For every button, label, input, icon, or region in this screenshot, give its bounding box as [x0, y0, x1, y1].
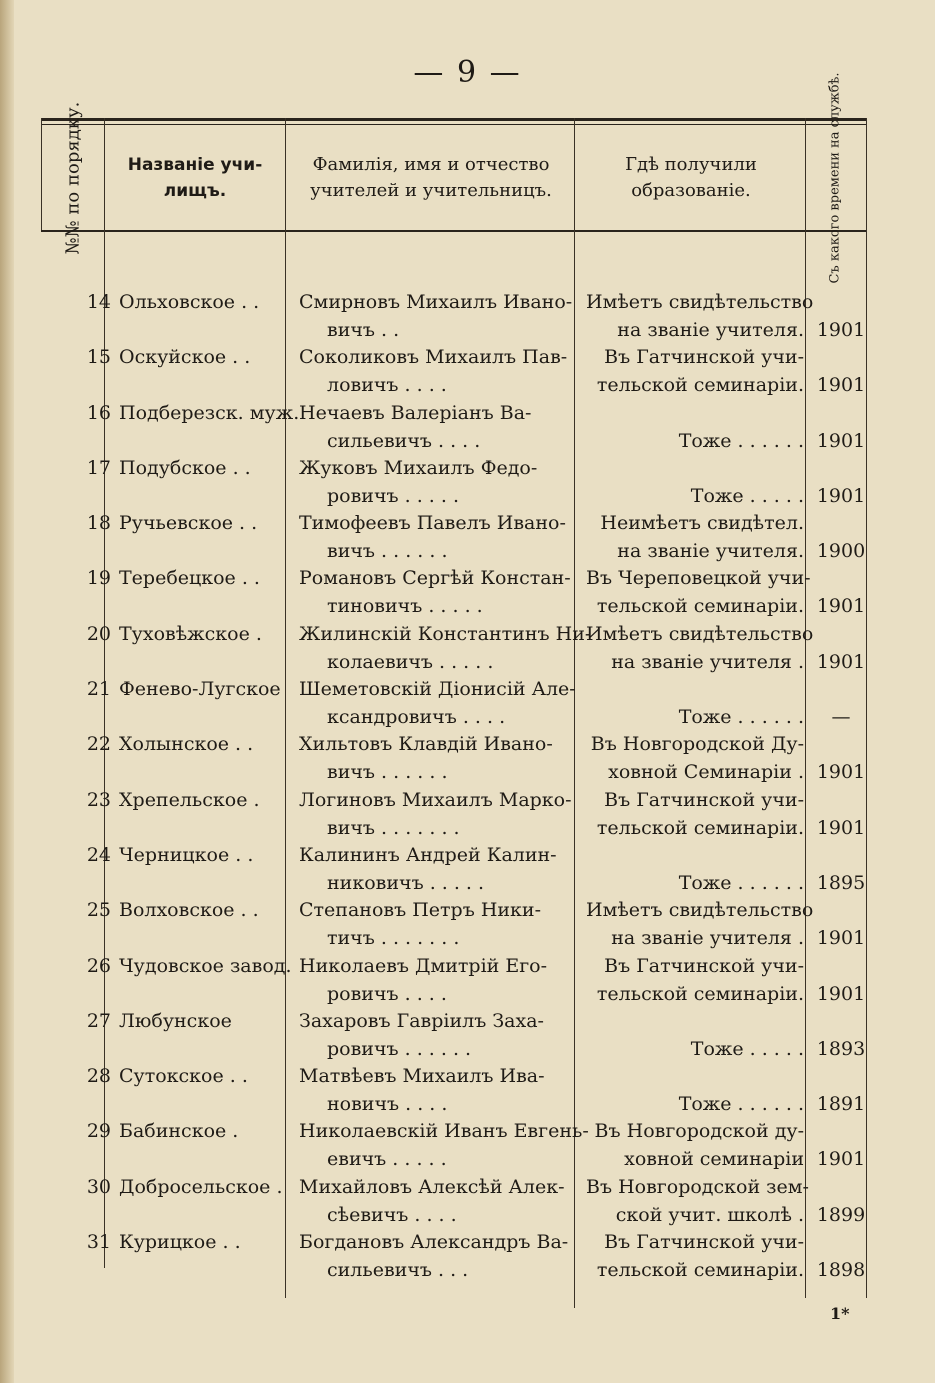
teacher-name-line1: Хильтовъ Клавдiй Ивано-: [299, 733, 553, 756]
table-row: [41, 566, 867, 621]
service-since-year: 1901: [816, 761, 866, 784]
table-row: [41, 345, 867, 400]
table-row: [41, 511, 867, 566]
school-name: Туховѣжское .: [119, 622, 262, 645]
header-number: №№ по порядку.: [62, 101, 84, 255]
table-row: [41, 677, 867, 732]
teacher-name-line1: Соколиковъ Михаилъ Пав-: [299, 346, 568, 369]
teacher-name-line1: Николаевскiй Иванъ Евгень-: [299, 1120, 589, 1143]
row-number: 31: [86, 1231, 111, 1254]
teacher-name-line2: вичъ . . . . . . .: [327, 816, 460, 839]
row-number: 25: [86, 899, 111, 922]
header-since: Съ какого времени на службѣ.: [828, 72, 844, 284]
education-line1: Въ Череповецкой учи-: [586, 567, 811, 590]
row-number: 22: [86, 733, 111, 756]
education-line1: Имѣетъ свидѣтельство: [586, 291, 814, 313]
education-line2: тельской семинарiи.: [596, 374, 804, 397]
service-since-year: 1899: [816, 1203, 866, 1226]
education-line1: Неимѣетъ свидѣтел.: [600, 512, 804, 535]
row-number: 15: [86, 346, 111, 369]
education-line2: тельской семинарiи.: [596, 595, 804, 618]
education-line2: на званiе учителя .: [611, 927, 804, 950]
printer-signature: 1*: [830, 1304, 850, 1323]
teacher-name-line2: ровичъ . . . . .: [327, 484, 460, 507]
table-top-rule-thin: [41, 124, 867, 125]
school-name: Холынское . .: [119, 733, 254, 756]
teacher-name-line2: вичъ . . . . . .: [327, 761, 448, 784]
education-line2: Тоже . . . . . .: [678, 706, 804, 729]
service-since-year: 1898: [816, 1259, 866, 1282]
school-name: Ручьевское . .: [119, 512, 258, 535]
header-education: Гдѣ получили образованiе.: [625, 154, 757, 201]
teacher-name-line2: ровичъ . . . .: [327, 982, 447, 1005]
education-line2: Тоже . . . . .: [690, 1037, 804, 1060]
table-top-rule: [41, 118, 867, 121]
row-number: 19: [86, 567, 111, 590]
service-since-year: 1901: [816, 650, 866, 673]
table-row: [41, 954, 867, 1009]
teacher-name-line1: Михайловъ Алексѣй Алек-: [299, 1175, 565, 1198]
table-row: [41, 290, 867, 345]
education-line1: Въ Гатчинской учи-: [604, 788, 804, 811]
service-since-year: 1901: [816, 1148, 866, 1171]
service-since-year: 1901: [816, 374, 866, 397]
teacher-name-line2: тиновичъ . . . . .: [327, 595, 483, 618]
service-since-year: 1901: [816, 484, 866, 507]
school-name: Хрепельское .: [119, 788, 260, 811]
row-number: 28: [86, 1065, 111, 1088]
teacher-name-line2: никовичъ . . . . .: [327, 871, 485, 894]
education-line2: ховной семинарiи: [624, 1148, 804, 1171]
table-row: [41, 622, 867, 677]
education-line2: Тоже . . . . . .: [678, 1093, 804, 1116]
table-row: [41, 1230, 867, 1285]
teacher-name-line2: сильевичъ . . . .: [327, 429, 481, 452]
service-since-year: 1901: [816, 816, 866, 839]
teacher-name-line2: ровичъ . . . . . .: [327, 1037, 472, 1060]
table-body: [41, 290, 867, 1285]
education-line1: Въ Новгородской ду-: [594, 1120, 804, 1143]
school-name: Любунское: [119, 1009, 232, 1032]
education-line2: на званiе учителя .: [611, 650, 804, 673]
education-line1: Въ Гатчинской учи-: [604, 1231, 804, 1254]
row-number: 24: [86, 843, 111, 866]
row-number: 23: [86, 788, 111, 811]
school-name: Черницкое . .: [119, 843, 254, 866]
education-line2: Тоже . . . . .: [690, 484, 804, 507]
row-number: 26: [86, 954, 111, 977]
education-line1: Имѣетъ свидѣтельство: [586, 899, 814, 922]
education-line2: Тоже . . . . . .: [678, 871, 804, 894]
school-name: Оскуйское . .: [119, 346, 251, 369]
teacher-name-line1: Шеметовскiй Дiонисiй Але-: [299, 678, 576, 701]
education-line2: тельской семинарiи.: [596, 982, 804, 1005]
header-school: Названiе учи-лищъ.: [127, 155, 263, 201]
school-name: Подберезск. муж.: [119, 401, 300, 424]
teacher-name-line1: Жуковъ Михаилъ Федо-: [299, 456, 538, 479]
education-line1: Въ Новгородской Ду-: [590, 733, 804, 756]
teacher-name-line1: Захаровъ Гаврiилъ Заха-: [299, 1009, 544, 1032]
teacher-name-line2: ксандровичъ . . . .: [327, 706, 506, 729]
education-line1: Въ Новгородской зем-: [586, 1175, 809, 1198]
teacher-name-line1: Тимофеевъ Павелъ Ивано-: [299, 512, 566, 535]
teacher-name-line2: новичъ . . . .: [327, 1093, 448, 1116]
education-line2: ховной Семинарiи .: [608, 761, 804, 784]
row-number: 14: [86, 291, 111, 313]
teacher-name-line2: сильевичъ . . .: [327, 1259, 469, 1282]
service-since-year: —: [831, 706, 851, 729]
school-name: Сутокское . .: [119, 1065, 248, 1088]
row-number: 29: [86, 1120, 111, 1143]
service-since-year: 1901: [816, 595, 866, 618]
school-name: Бабинское .: [119, 1120, 239, 1143]
table-row: [41, 788, 867, 843]
teacher-name-line1: Калининъ Андрей Калин-: [299, 843, 557, 866]
school-name: Ольховское . .: [119, 291, 260, 313]
table-row: [41, 1064, 867, 1119]
table-row: [41, 456, 867, 511]
teacher-name-line2: тичъ . . . . . . .: [327, 927, 460, 950]
table-row: [41, 1119, 867, 1174]
school-name: Добросельское .: [119, 1175, 283, 1198]
table-row: [41, 732, 867, 787]
school-name: Волховское . .: [119, 899, 259, 922]
service-since-year: 1901: [816, 429, 866, 452]
service-since-year: 1901: [816, 927, 866, 950]
row-number: 16: [86, 401, 111, 424]
teacher-name-line1: Логиновъ Михаилъ Марко-: [299, 788, 572, 811]
row-number: 30: [86, 1175, 111, 1198]
table-row: [41, 843, 867, 898]
column-divider: [41, 118, 42, 230]
table-row: [41, 1009, 867, 1064]
row-number: 21: [86, 678, 111, 701]
teacher-name-line2: вичъ . . . . . .: [327, 540, 448, 563]
education-line2: тельской семинарiи.: [596, 1259, 804, 1282]
row-number: 20: [86, 622, 111, 645]
education-line2: на званiе учителя.: [617, 319, 804, 341]
header-bottom-rule: [41, 230, 867, 232]
teacher-name-line1: Жилинскiй Константинъ Ни-: [299, 622, 592, 645]
row-number: 27: [86, 1009, 111, 1032]
teacher-name-line1: Богдановъ Александръ Ва-: [299, 1231, 569, 1254]
school-name: Теребецкое . .: [119, 567, 260, 590]
teacher-name-line2: вичъ . .: [327, 319, 400, 341]
teachers-table: [41, 72, 867, 1318]
school-name: Чудовское завод.: [119, 954, 292, 977]
school-name: Подубское . .: [119, 456, 251, 479]
teacher-name-line1: Матвѣевъ Михаилъ Ива-: [299, 1065, 545, 1088]
service-since-year: 1901: [816, 982, 866, 1005]
education-line1: Въ Гатчинской учи-: [604, 954, 804, 977]
teacher-name-line1: Николаевъ Дмитрiй Его-: [299, 954, 548, 977]
page-edge-shadow: [0, 0, 14, 1383]
teacher-name-line2: ловичъ . . . .: [327, 374, 447, 397]
teacher-name-line1: Нечаевъ Валерiанъ Ва-: [299, 401, 532, 424]
service-since-year: 1893: [816, 1037, 866, 1060]
table-row: [41, 401, 867, 456]
education-line1: Имѣетъ свидѣтельство: [586, 622, 814, 645]
row-number: 17: [86, 456, 111, 479]
teacher-name-line1: Смирновъ Михаилъ Ивано-: [299, 291, 573, 313]
table-row: [41, 1175, 867, 1230]
education-line2: на званiе учителя.: [617, 540, 804, 563]
teacher-name-line2: колаевичъ . . . . .: [327, 650, 494, 673]
service-since-year: 1901: [816, 319, 866, 341]
school-name: Курицкое . .: [119, 1231, 241, 1254]
service-since-year: 1900: [816, 540, 866, 563]
education-line2: Тоже . . . . . .: [678, 429, 804, 452]
header-teacher: Фамилiя, имя и отчество учителей и учительницъ.: [310, 154, 552, 201]
school-name: Фенево-Лугское: [119, 678, 281, 701]
page-number: — 9 —: [413, 55, 522, 90]
teacher-name-line2: сѣевичъ . . . .: [327, 1203, 457, 1226]
row-number: 18: [86, 512, 111, 535]
service-since-year: 1891: [816, 1093, 866, 1116]
table-row: [41, 898, 867, 953]
teacher-name-line2: евичъ . . . . .: [327, 1148, 447, 1171]
teacher-name-line1: Степановъ Петръ Ники-: [299, 899, 542, 922]
service-since-year: 1895: [816, 871, 866, 894]
teacher-name-line1: Романовъ Сергѣй Констан-: [299, 567, 571, 590]
education-line2: ской учит. школѣ .: [615, 1203, 804, 1226]
education-line2: тельской семинарiи.: [596, 816, 804, 839]
education-line1: Въ Гатчинской учи-: [604, 346, 804, 369]
